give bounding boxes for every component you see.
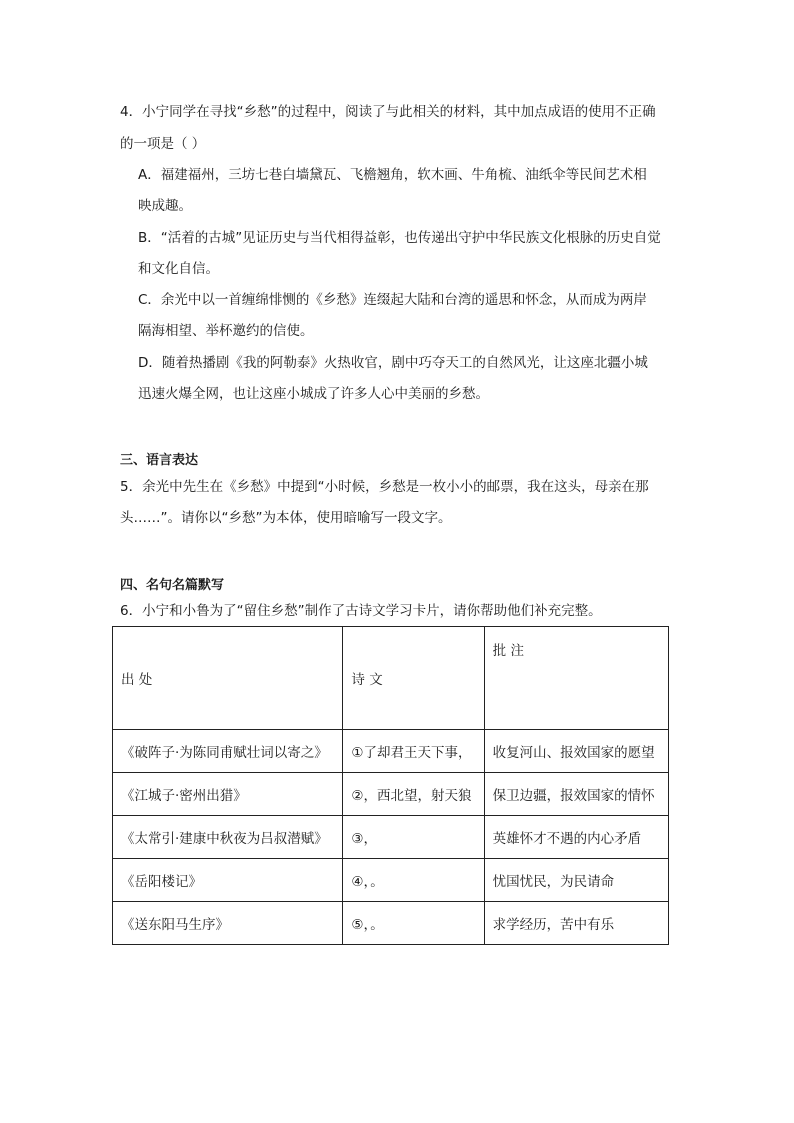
row-4-source: 《岳阳楼记》 [113,859,343,902]
row-3-source: 《太常引·建康中秋夜为吕叔潜赋》 [113,816,343,859]
row-1-verse: ①了却君王天下事， [343,730,484,773]
header-note-cell [484,627,668,730]
section-3-heading: 三、语言表达 [120,453,199,468]
row-2-verse: ②，西北望，射天狼 [343,773,484,816]
table-row [113,816,669,859]
q4-option-d-line2: 迅速火爆全网，也让这座小城成了许多人心中美丽的乡愁。 [138,386,489,402]
row-3-note: 英雄怀才不遇的内心矛盾 [484,816,668,859]
row-4-verse: ④，。 [343,859,484,902]
header-note: 批 注 [492,643,524,659]
row-4-note: 忧国忧民，为民请命 [484,859,668,902]
header-verse: 诗 文 [343,627,484,730]
row-3-verse: ③， [343,816,484,859]
row-5-note: 求学经历，苦中有乐 [484,902,668,945]
q4-stem-line1: 4．小宁同学在寻找“乡愁”的过程中，阅读了与此相关的材料，其中加点成语的使用不正确 [120,104,656,120]
table-row [113,859,669,902]
q4-option-c-line1: C．余光中以一首缠绵悱恻的《乡愁》连缀起大陆和台湾的遥思和怀念，从而成为两岸 [138,292,647,308]
q4-option-a-line1: A．福建福州，三坊七巷白墙黛瓦、飞檐翘角，软木画、牛角梳、油纸伞等民间艺术相 [138,167,647,183]
q4-option-a-line2: 映成趣。 [138,198,192,214]
row-1-note: 收复河山、报效国家的愿望 [484,730,668,773]
table-row [113,730,669,773]
table-row [113,902,669,945]
header-source: 出 处 [113,627,343,730]
q6-text: 6．小宁和小鲁为了“留住乡愁”制作了古诗文学习卡片，请你帮助他们补充完整。 [120,603,602,619]
q4-option-b-line1: B．“活着的古城”见证历史与当代相得益彰，也传递出守护中华民族文化根脉的历史自觉 [138,230,661,246]
row-5-source: 《送东阳马生序》 [113,902,343,945]
q4-option-b-line2: 和文化自信。 [138,261,219,277]
q5-line1: 5．余光中先生在《乡愁》中提到“小时候，乡愁是一枚小小的邮票，我在这头，母亲在那 [120,479,649,495]
q5-line2: 头……”。请你以“乡愁”为本体，使用暗喻写一段文字。 [120,510,452,526]
table-header-row [113,627,669,730]
q4-option-d-line1: D．随着热播剧《我的阿勒泰》火热收官，剧中巧夺天工的自然风光，让这座北疆小城 [138,355,648,371]
row-1-source: 《破阵子·为陈同甫赋壮词以寄之》 [113,730,343,773]
row-5-verse: ⑤，。 [343,902,484,945]
row-2-source: 《江城子·密州出猎》 [113,773,343,816]
q4-stem-line2: 的一项是（ ） [120,136,206,152]
row-2-note: 保卫边疆，报效国家的情怀 [484,773,668,816]
section-4-heading: 四、名句名篇默写 [120,578,225,593]
table-row [113,773,669,816]
q4-option-c-line2: 隔海相望、举杯邀约的信使。 [138,323,314,339]
poetry-card-table [112,626,669,945]
